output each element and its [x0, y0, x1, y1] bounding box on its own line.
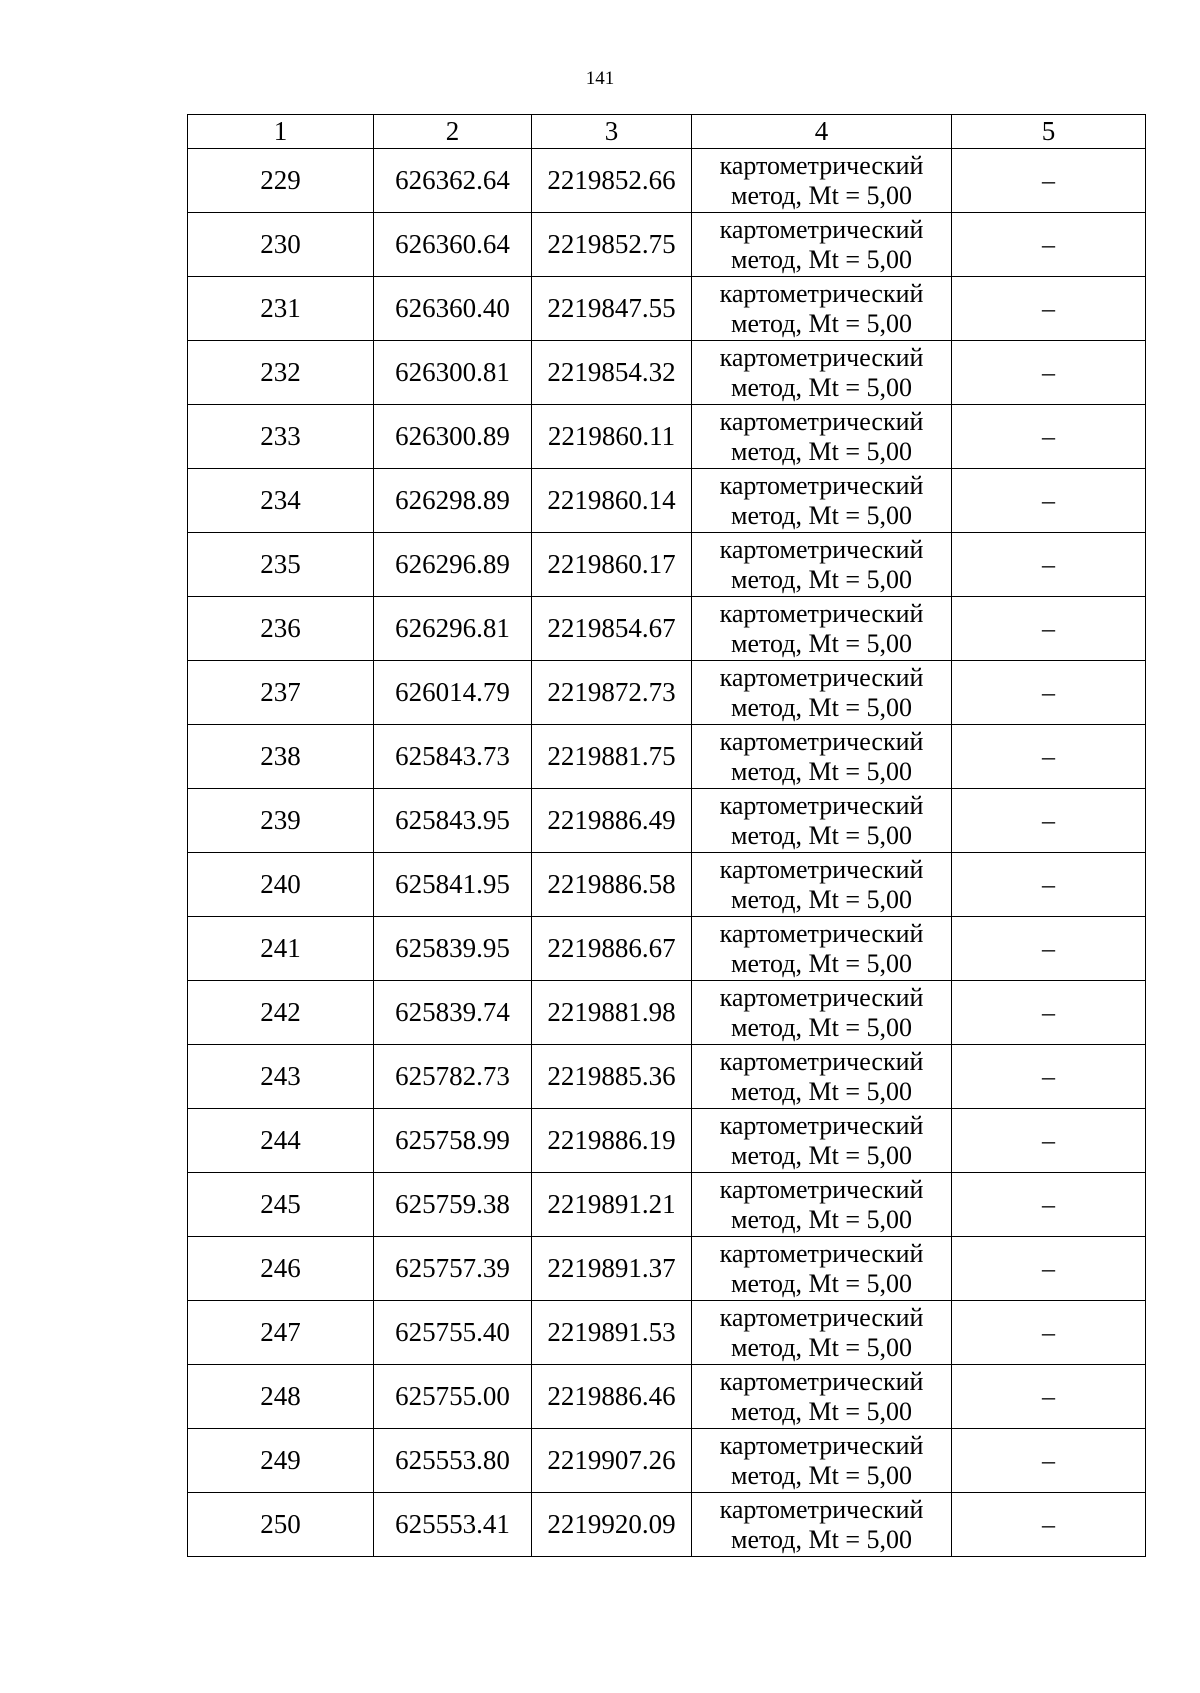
point-number-cell: 240: [188, 853, 374, 917]
table-row: [188, 1493, 1146, 1557]
method-cell: [692, 725, 952, 789]
point-number-cell: 234: [188, 469, 374, 533]
table-header-row: [188, 115, 1146, 149]
note-cell: –: [952, 405, 1146, 469]
note-cell: –: [952, 469, 1146, 533]
method-cell: [692, 213, 952, 277]
method-line-1: картометрический: [719, 1046, 924, 1076]
method-cell: [692, 597, 952, 661]
x-coordinate-cell: 626300.81: [374, 341, 532, 405]
method-cell: [692, 405, 952, 469]
y-coordinate-cell: 2219885.36: [532, 1045, 692, 1109]
note-cell: –: [952, 213, 1146, 277]
y-coordinate-cell: 2219881.98: [532, 981, 692, 1045]
method-cell: [692, 1301, 952, 1365]
y-coordinate-cell: 2219886.46: [532, 1365, 692, 1429]
note-cell: –: [952, 1301, 1146, 1365]
table-row: [188, 149, 1146, 213]
x-coordinate-cell: 625839.95: [374, 917, 532, 981]
table-row: [188, 981, 1146, 1045]
point-number-cell: 250: [188, 1493, 374, 1557]
y-coordinate-cell: 2219854.32: [532, 341, 692, 405]
note-cell: –: [952, 533, 1146, 597]
method-cell: [692, 341, 952, 405]
y-coordinate-cell: 2219891.21: [532, 1173, 692, 1237]
method-line-1: картометрический: [719, 662, 924, 692]
y-coordinate-cell: 2219854.67: [532, 597, 692, 661]
y-coordinate-cell: 2219891.37: [532, 1237, 692, 1301]
method-line-1: картометрический: [719, 534, 924, 564]
method-line-1: картометрический: [719, 1366, 924, 1396]
method-line-1: картометрический: [719, 1430, 924, 1460]
note-cell: –: [952, 1173, 1146, 1237]
x-coordinate-cell: 626360.40: [374, 277, 532, 341]
point-number-cell: 237: [188, 661, 374, 725]
method-line-2: метод, Mt = 5,00: [731, 372, 912, 402]
x-coordinate-cell: 626360.64: [374, 213, 532, 277]
method-line-1: картометрический: [719, 982, 924, 1012]
x-coordinate-cell: 625755.00: [374, 1365, 532, 1429]
point-number-cell: 235: [188, 533, 374, 597]
note-cell: –: [952, 725, 1146, 789]
method-line-2: метод, Mt = 5,00: [731, 692, 912, 722]
note-cell: –: [952, 789, 1146, 853]
method-line-1: картометрический: [719, 1302, 924, 1332]
method-line-2: метод, Mt = 5,00: [731, 1396, 912, 1426]
method-line-2: метод, Mt = 5,00: [731, 884, 912, 914]
method-line-2: метод, Mt = 5,00: [731, 1076, 912, 1106]
method-cell: [692, 1045, 952, 1109]
note-cell: –: [952, 661, 1146, 725]
note-cell: –: [952, 341, 1146, 405]
y-coordinate-cell: 2219920.09: [532, 1493, 692, 1557]
method-cell: [692, 1493, 952, 1557]
x-coordinate-cell: 625755.40: [374, 1301, 532, 1365]
note-cell: –: [952, 149, 1146, 213]
method-line-1: картометрический: [719, 470, 924, 500]
method-cell: [692, 917, 952, 981]
method-line-2: метод, Mt = 5,00: [731, 628, 912, 658]
x-coordinate-cell: 625759.38: [374, 1173, 532, 1237]
y-coordinate-cell: 2219860.14: [532, 469, 692, 533]
table-row: [188, 917, 1146, 981]
note-cell: –: [952, 1365, 1146, 1429]
note-cell: –: [952, 597, 1146, 661]
point-number-cell: 229: [188, 149, 374, 213]
y-coordinate-cell: 2219860.17: [532, 533, 692, 597]
method-cell: [692, 1173, 952, 1237]
table-row: [188, 789, 1146, 853]
column-header-x-coordinate: 2: [374, 115, 532, 149]
point-number-cell: 236: [188, 597, 374, 661]
method-cell: [692, 661, 952, 725]
x-coordinate-cell: 625841.95: [374, 853, 532, 917]
point-number-cell: 244: [188, 1109, 374, 1173]
table-row: [188, 213, 1146, 277]
method-line-2: метод, Mt = 5,00: [731, 948, 912, 978]
method-line-2: метод, Mt = 5,00: [731, 1524, 912, 1554]
x-coordinate-cell: 625843.95: [374, 789, 532, 853]
method-line-2: метод, Mt = 5,00: [731, 1460, 912, 1490]
point-number-cell: 242: [188, 981, 374, 1045]
method-line-1: картометрический: [719, 1110, 924, 1140]
table-row: [188, 1429, 1146, 1493]
point-number-cell: 231: [188, 277, 374, 341]
note-cell: –: [952, 1493, 1146, 1557]
y-coordinate-cell: 2219881.75: [532, 725, 692, 789]
method-line-1: картометрический: [719, 1238, 924, 1268]
method-line-1: картометрический: [719, 1494, 924, 1524]
method-line-1: картометрический: [719, 726, 924, 756]
column-header-y-coordinate: 3: [532, 115, 692, 149]
coordinates-table: [187, 114, 1146, 1557]
x-coordinate-cell: 625839.74: [374, 981, 532, 1045]
point-number-cell: 238: [188, 725, 374, 789]
method-line-1: картометрический: [719, 214, 924, 244]
point-number-cell: 243: [188, 1045, 374, 1109]
note-cell: –: [952, 1237, 1146, 1301]
x-coordinate-cell: 625758.99: [374, 1109, 532, 1173]
method-line-2: метод, Mt = 5,00: [731, 308, 912, 338]
method-line-2: метод, Mt = 5,00: [731, 180, 912, 210]
method-line-2: метод, Mt = 5,00: [731, 1012, 912, 1042]
table-row: [188, 661, 1146, 725]
method-line-1: картометрический: [719, 598, 924, 628]
point-number-cell: 241: [188, 917, 374, 981]
table-row: [188, 1173, 1146, 1237]
method-line-1: картометрический: [719, 918, 924, 948]
x-coordinate-cell: 626014.79: [374, 661, 532, 725]
point-number-cell: 248: [188, 1365, 374, 1429]
table-row: [188, 597, 1146, 661]
method-line-1: картометрический: [719, 854, 924, 884]
x-coordinate-cell: 625553.41: [374, 1493, 532, 1557]
table-row: [188, 469, 1146, 533]
note-cell: –: [952, 917, 1146, 981]
y-coordinate-cell: 2219872.73: [532, 661, 692, 725]
y-coordinate-cell: 2219860.11: [532, 405, 692, 469]
method-line-2: метод, Mt = 5,00: [731, 436, 912, 466]
y-coordinate-cell: 2219886.58: [532, 853, 692, 917]
method-line-1: картометрический: [719, 342, 924, 372]
table-row: [188, 1301, 1146, 1365]
method-line-1: картометрический: [719, 150, 924, 180]
method-cell: [692, 469, 952, 533]
y-coordinate-cell: 2219852.66: [532, 149, 692, 213]
x-coordinate-cell: 625843.73: [374, 725, 532, 789]
method-line-2: метод, Mt = 5,00: [731, 1140, 912, 1170]
method-line-2: метод, Mt = 5,00: [731, 1204, 912, 1234]
method-line-1: картометрический: [719, 1174, 924, 1204]
method-cell: [692, 277, 952, 341]
x-coordinate-cell: 626296.81: [374, 597, 532, 661]
point-number-cell: 246: [188, 1237, 374, 1301]
table-row: [188, 277, 1146, 341]
table-row: [188, 725, 1146, 789]
point-number-cell: 245: [188, 1173, 374, 1237]
point-number-cell: 233: [188, 405, 374, 469]
note-cell: –: [952, 1045, 1146, 1109]
method-line-1: картометрический: [719, 406, 924, 436]
table-row: [188, 341, 1146, 405]
y-coordinate-cell: 2219891.53: [532, 1301, 692, 1365]
note-cell: –: [952, 981, 1146, 1045]
table-body: [188, 149, 1146, 1557]
method-line-2: метод, Mt = 5,00: [731, 564, 912, 594]
table-row: [188, 405, 1146, 469]
method-cell: [692, 149, 952, 213]
method-line-1: картометрический: [719, 790, 924, 820]
point-number-cell: 232: [188, 341, 374, 405]
y-coordinate-cell: 2219852.75: [532, 213, 692, 277]
x-coordinate-cell: 626296.89: [374, 533, 532, 597]
y-coordinate-cell: 2219886.67: [532, 917, 692, 981]
point-number-cell: 249: [188, 1429, 374, 1493]
x-coordinate-cell: 625553.80: [374, 1429, 532, 1493]
column-header-point-number: 1: [188, 115, 374, 149]
x-coordinate-cell: 626298.89: [374, 469, 532, 533]
y-coordinate-cell: 2219886.19: [532, 1109, 692, 1173]
column-header-method: 4: [692, 115, 952, 149]
y-coordinate-cell: 2219847.55: [532, 277, 692, 341]
table-row: [188, 1045, 1146, 1109]
note-cell: –: [952, 853, 1146, 917]
x-coordinate-cell: 625782.73: [374, 1045, 532, 1109]
method-cell: [692, 981, 952, 1045]
method-cell: [692, 533, 952, 597]
method-cell: [692, 1429, 952, 1493]
method-cell: [692, 789, 952, 853]
page-number-container: [0, 68, 1200, 90]
method-line-2: метод, Mt = 5,00: [731, 500, 912, 530]
method-line-2: метод, Mt = 5,00: [731, 1332, 912, 1362]
method-cell: [692, 853, 952, 917]
note-cell: –: [952, 277, 1146, 341]
point-number-cell: 239: [188, 789, 374, 853]
x-coordinate-cell: 625757.39: [374, 1237, 532, 1301]
x-coordinate-cell: 626300.89: [374, 405, 532, 469]
note-cell: –: [952, 1429, 1146, 1493]
point-number-cell: 247: [188, 1301, 374, 1365]
method-line-2: метод, Mt = 5,00: [731, 756, 912, 786]
point-number-cell: 230: [188, 213, 374, 277]
y-coordinate-cell: 2219907.26: [532, 1429, 692, 1493]
table-row: [188, 1365, 1146, 1429]
column-header-note: 5: [952, 115, 1146, 149]
method-line-2: метод, Mt = 5,00: [731, 1268, 912, 1298]
method-cell: [692, 1365, 952, 1429]
method-cell: [692, 1237, 952, 1301]
method-cell: [692, 1109, 952, 1173]
page-number: 141: [585, 68, 615, 89]
method-line-2: метод, Mt = 5,00: [731, 244, 912, 274]
method-line-2: метод, Mt = 5,00: [731, 820, 912, 850]
y-coordinate-cell: 2219886.49: [532, 789, 692, 853]
table-row: [188, 853, 1146, 917]
table-row: [188, 1237, 1146, 1301]
table-row: [188, 1109, 1146, 1173]
note-cell: –: [952, 1109, 1146, 1173]
method-line-1: картометрический: [719, 278, 924, 308]
x-coordinate-cell: 626362.64: [374, 149, 532, 213]
table-row: [188, 533, 1146, 597]
